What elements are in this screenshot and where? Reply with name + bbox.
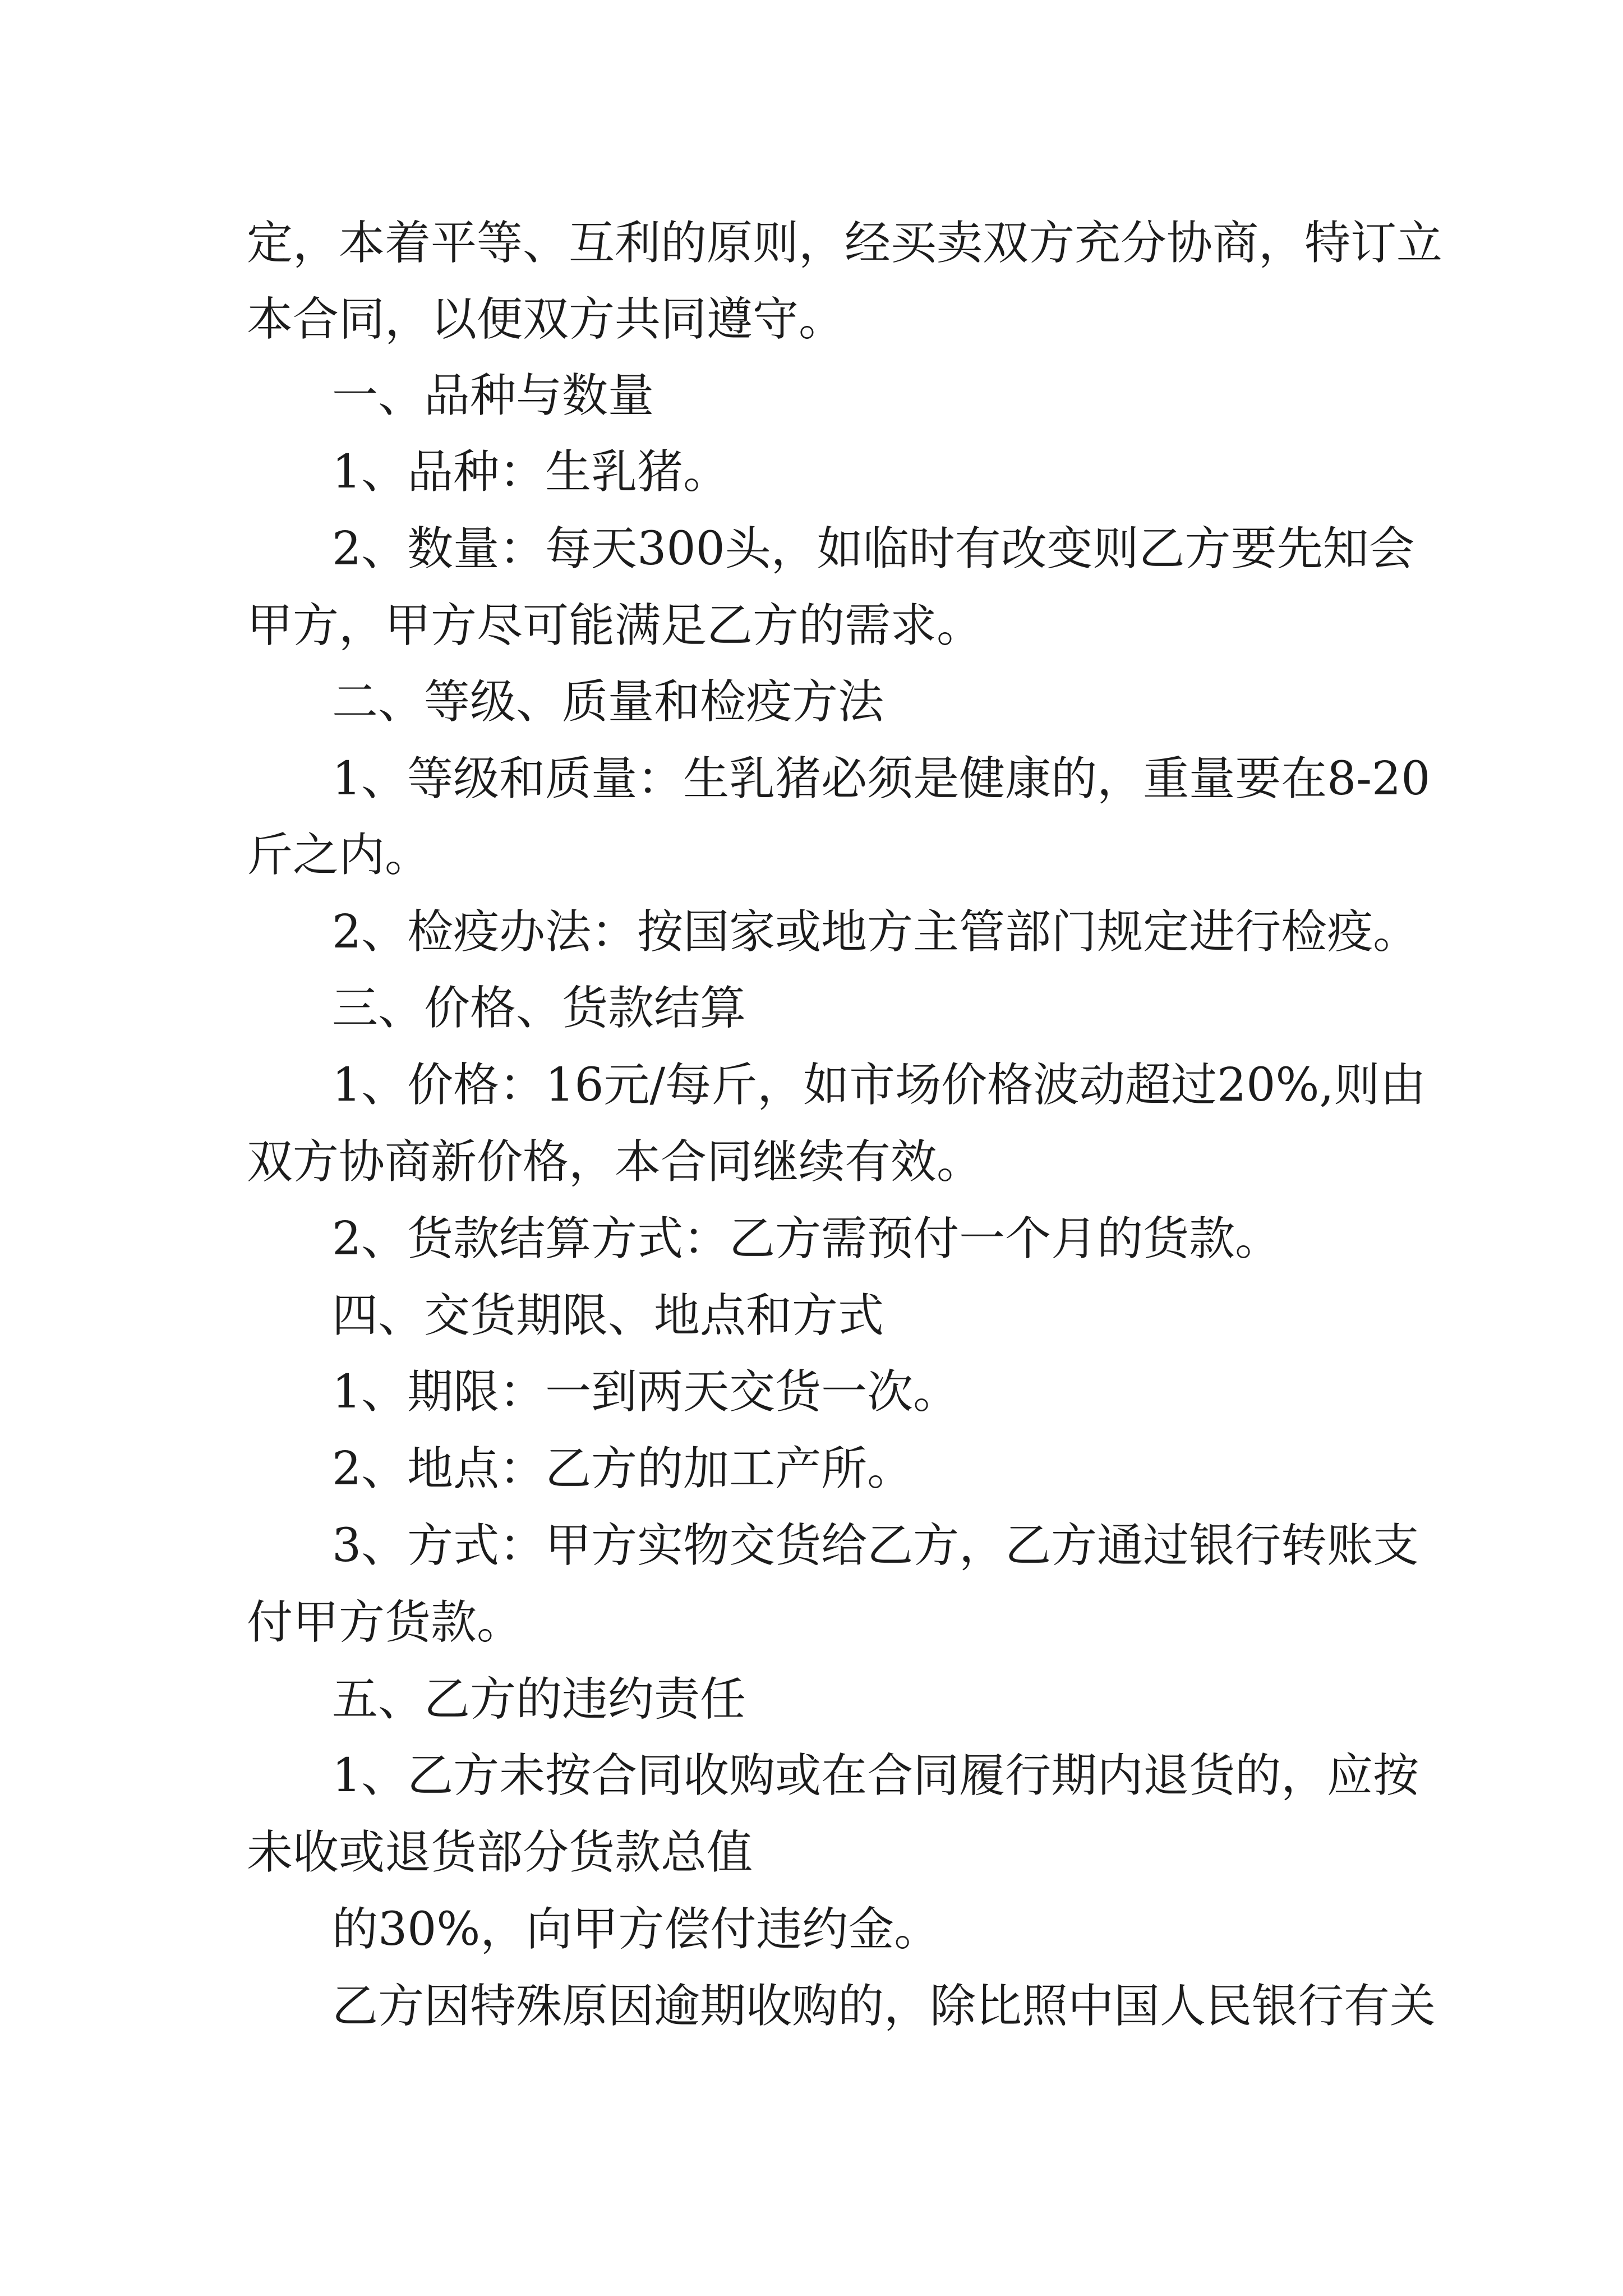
paragraph-line: 2、地点：乙方的加工产所。 <box>332 1442 914 1496</box>
paragraph-line: 2、数量：每天300头，如临时有改变则乙方要先知会 <box>332 522 1415 576</box>
paragraph-line: 1、期限：一到两天交货一次。 <box>332 1365 960 1419</box>
section-heading: 五、乙方的违约责任 <box>332 1673 746 1726</box>
section-heading: 四、交货期限、地点和方式 <box>332 1289 884 1342</box>
section-heading: 二、等级、质量和检疫方法 <box>332 675 884 729</box>
paragraph-line: 2、检疫办法：按国家或地方主管部门规定进行检疫。 <box>332 905 1419 959</box>
section-heading: 三、价格、货款结算 <box>332 982 746 1035</box>
paragraph-line: 定，本着平等、互利的原则，经买卖双方充分协商，特订立 <box>247 217 1443 270</box>
paragraph-line: 1、乙方未按合同收购或在合同履行期内退货的，应按 <box>332 1749 1419 1802</box>
paragraph-line: 3、方式：甲方实物交货给乙方，乙方通过银行转账支 <box>332 1519 1419 1572</box>
paragraph-line: 斤之内。 <box>247 829 431 882</box>
paragraph-line: 1、价格：16元/每斤，如市场价格波动超过20%,则由 <box>332 1059 1426 1112</box>
paragraph-line: 1、等级和质量：生乳猪必须是健康的，重量要在8-20 <box>332 752 1431 806</box>
paragraph-line: 付甲方货款。 <box>247 1596 523 1649</box>
paragraph-line: 本合同，以便双方共同遵守。 <box>247 293 845 346</box>
paragraph-line: 未收或退货部分货款总值 <box>247 1826 753 1879</box>
section-heading: 一、品种与数量 <box>332 369 654 422</box>
paragraph-line: 双方协商新价格，本合同继续有效。 <box>247 1135 983 1189</box>
paragraph-line: 甲方，甲方尽可能满足乙方的需求。 <box>247 599 983 652</box>
paragraph-line: 的30%，向甲方偿付违约金。 <box>332 1903 940 1956</box>
paragraph-line: 1、品种：生乳猪。 <box>332 445 730 499</box>
paragraph-line: 乙方因特殊原因逾期收购的，除比照中国人民银行有关 <box>332 1980 1436 2033</box>
paragraph-line: 2、货款结算方式：乙方需预付一个月的货款。 <box>332 1212 1281 1266</box>
